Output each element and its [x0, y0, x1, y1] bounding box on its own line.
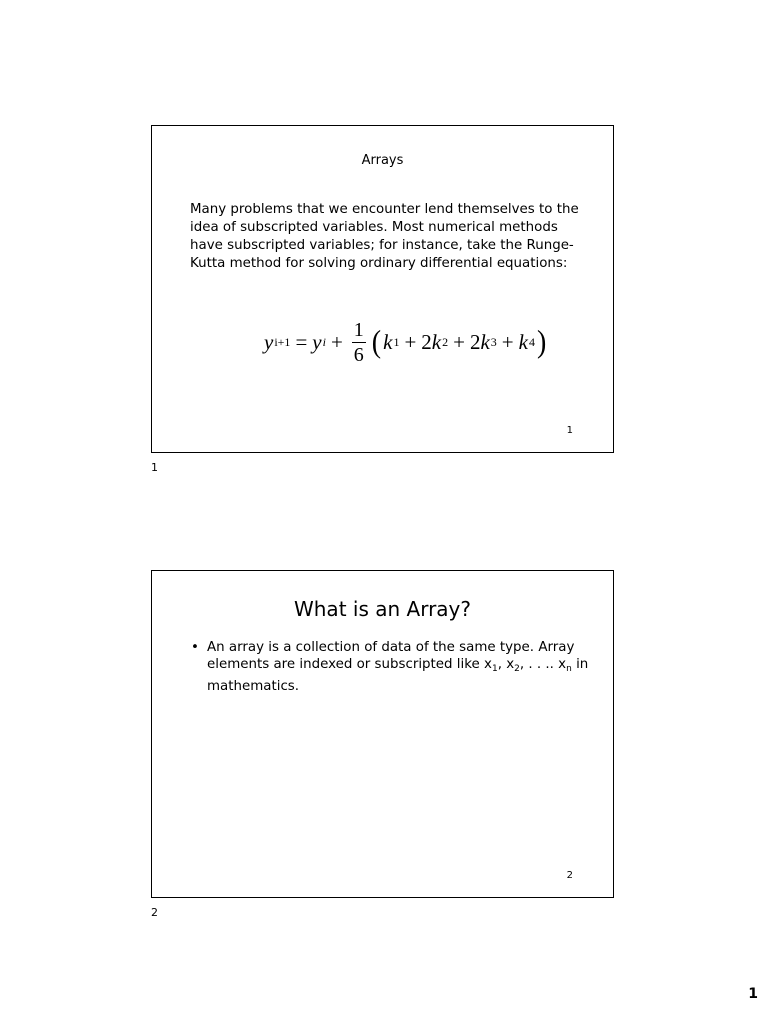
formula-c3: 2	[469, 330, 481, 354]
slide-2-page-label: 2	[151, 906, 158, 919]
formula-k3-sub: 3	[490, 335, 497, 349]
bullet-text-3: , . . .. x	[519, 657, 567, 672]
formula-plus-4: +	[501, 330, 514, 354]
formula-k1-sub: 1	[393, 335, 400, 349]
formula-lparen: (	[371, 324, 382, 360]
formula-plus: +	[330, 330, 343, 354]
formula-c2: 2	[421, 330, 432, 354]
bullet-sub-1: 1	[491, 664, 498, 674]
formula-plus-2: +	[404, 330, 417, 354]
slide-2-bullets	[190, 639, 590, 695]
slide-1	[151, 125, 614, 453]
slide-2-title: What is an Array?	[293, 597, 471, 621]
formula-y-sub: i	[322, 335, 326, 349]
runge-kutta-formula	[264, 320, 548, 365]
slide-1-page-label: 1	[151, 461, 158, 474]
fraction-denominator: 6	[353, 344, 364, 366]
bullet-sub-n: n	[566, 664, 572, 674]
formula-lhs-sub: i+1	[274, 335, 291, 349]
slide-2	[151, 570, 614, 898]
bullet-sub-2: 2	[514, 664, 520, 674]
formula-fraction	[352, 320, 366, 365]
bullet-text-1: An array is a collection of data of the same type. Array elements are indexed or subscripted like x	[207, 640, 575, 672]
formula-rparen: )	[536, 324, 547, 360]
bullet-text-4: in mathematics.	[207, 657, 589, 694]
formula-k4-sub: 4	[528, 335, 535, 349]
formula-k4: k	[518, 330, 528, 354]
formula-plus-3: +	[453, 330, 465, 354]
fraction-numerator: 1	[353, 319, 364, 341]
slide-2-number: 2	[566, 870, 573, 881]
slide-1-title: Arrays	[361, 153, 404, 168]
bullet-text-2: , x	[497, 657, 515, 672]
formula-eq: =	[295, 330, 308, 354]
page-number: 1	[748, 986, 758, 1002]
slide-1-number: 1	[566, 425, 573, 436]
bullet-item	[190, 639, 590, 695]
slide-1-body: Many problems that we encounter lend themselves to the idea of subscripted variables. Most numerical methods have subscripted variables; for instance, take the Runge-Kutta method for solving ordinary differential equations:	[190, 202, 579, 271]
formula-k1: k	[383, 330, 393, 354]
formula-k3: k	[480, 330, 490, 354]
formula-lhs: y	[264, 330, 274, 354]
formula-k2-sub: 2	[442, 335, 449, 349]
formula-k2: k	[431, 330, 442, 354]
formula-y: y	[312, 330, 322, 354]
